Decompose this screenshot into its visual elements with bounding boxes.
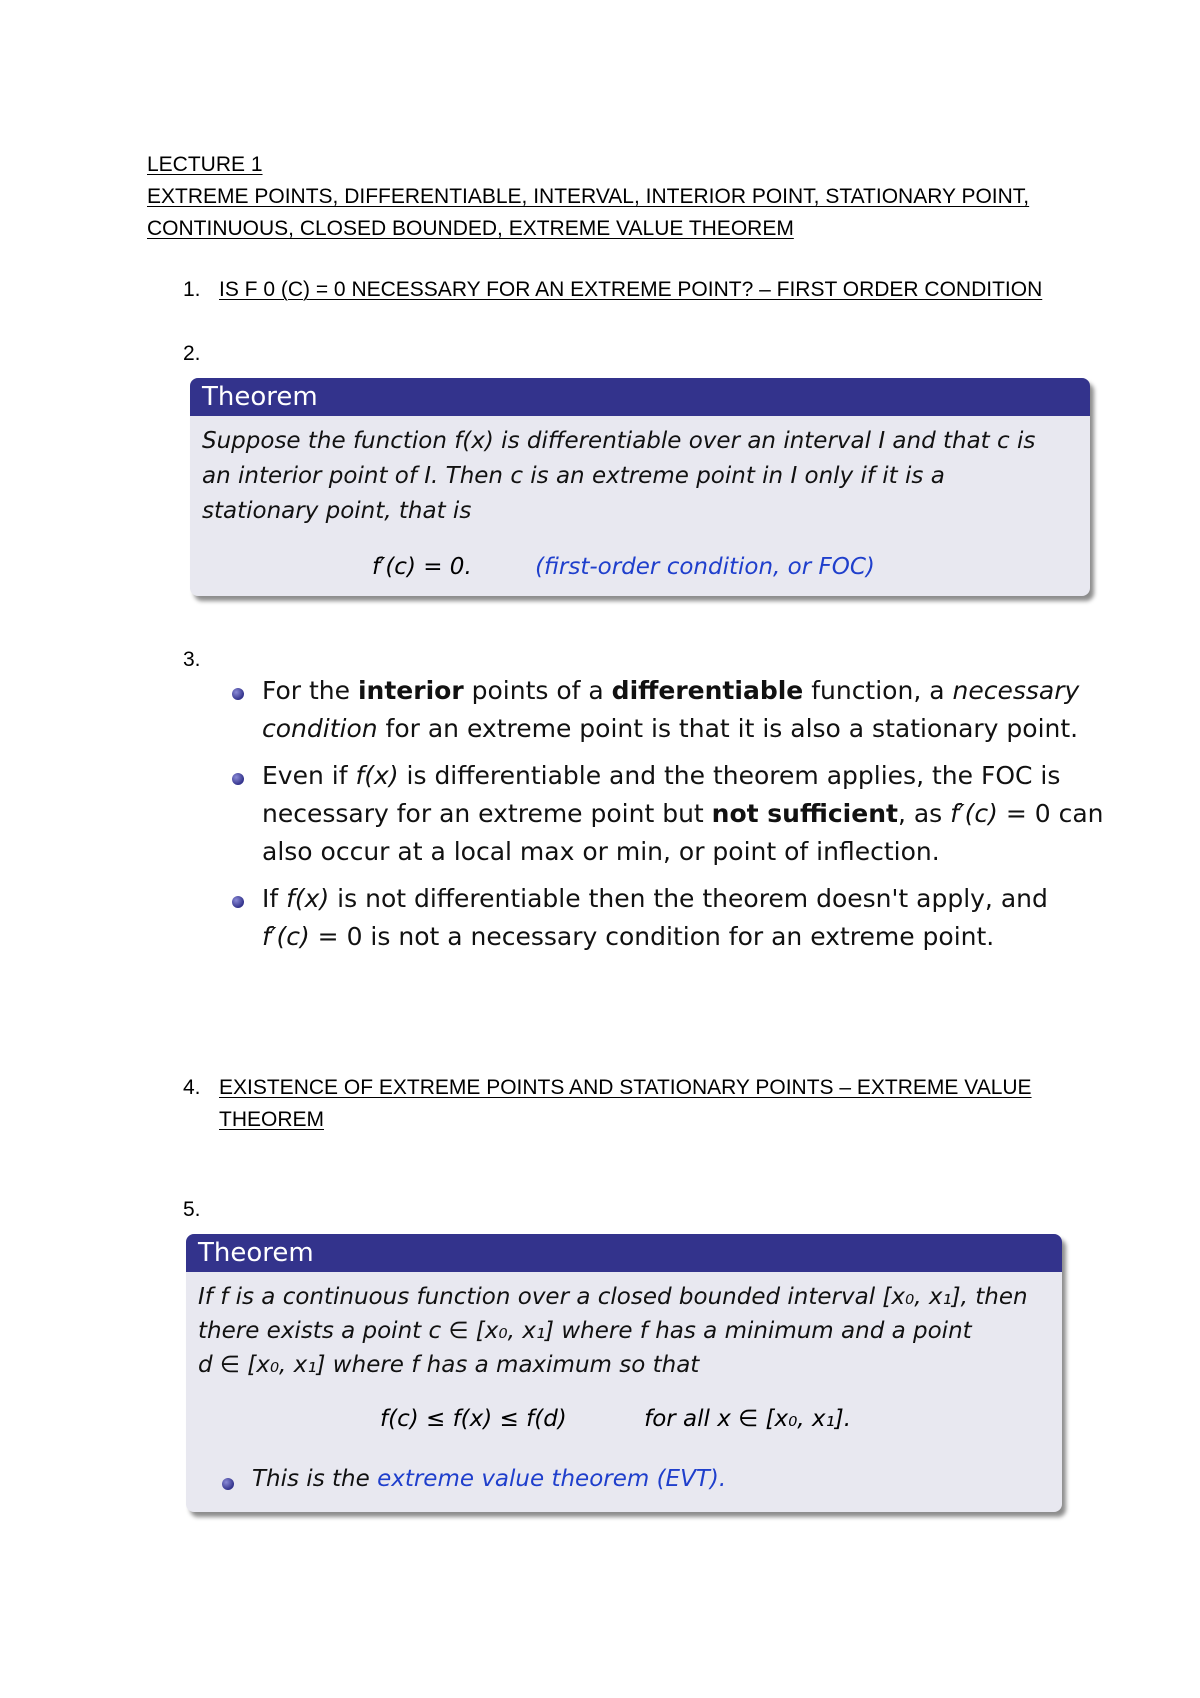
theorem-title: Theorem <box>186 1234 1062 1272</box>
theorem-text-line: there exists a point c ∈ [x₀, x₁] where f has a minimum and a point <box>198 1318 972 1344</box>
section-1-number: 1. <box>183 278 201 301</box>
section-4-number: 4. <box>183 1076 201 1099</box>
section-1-heading <box>183 274 1063 306</box>
bullet-icon <box>232 773 244 785</box>
theorem-box-foc <box>190 378 1090 596</box>
evt-bullet: This is the extreme value theorem (EVT). <box>222 1466 726 1492</box>
item-3-number: 3. <box>183 648 201 671</box>
theorem-text-line: stationary point, that is <box>202 498 472 524</box>
foc-equation: f′(c) = 0. (first-order condition, or FOC) <box>372 554 875 580</box>
theorem-title: Theorem <box>190 378 1090 416</box>
keywords-line-1: EXTREME POINTS, DIFFERENTIABLE, INTERVAL, INTERIOR POINT, STATIONARY POINT, <box>147 185 1030 208</box>
evt-name: extreme value theorem (EVT) <box>377 1466 719 1492</box>
list-item: If f(x) is not differentiable then the theorem doesn't apply, and f′(c) = 0 is not a necessary condition for an extreme point. <box>232 880 1132 956</box>
evt-equation: f(c) ≤ f(x) ≤ f(d) for all x ∈ [x₀, x₁]. <box>380 1406 852 1432</box>
evt-equation-note: for all x ∈ [x₀, x₁]. <box>644 1406 852 1432</box>
lecture-header <box>147 149 1087 245</box>
lecture-title: LECTURE 1 <box>147 153 263 176</box>
bullet-icon <box>232 896 244 908</box>
foc-label: (first-order condition, or FOC) <box>535 554 875 580</box>
item-5-number: 5. <box>183 1198 201 1221</box>
theorem-text-line: Suppose the function f(x) is differentiable over an interval I and that c is <box>202 428 1036 454</box>
section-4-heading <box>183 1072 1063 1136</box>
item-2-number: 2. <box>183 342 201 365</box>
section-1-title: IS F 0 (C) = 0 NECESSARY FOR AN EXTREME POINT? – FIRST ORDER CONDITION <box>219 278 1043 301</box>
list-item: Even if f(x) is differentiable and the theorem applies, the FOC is necessary for an extreme point but not sufficient, as f′(c) = 0 can also occur at a local max or min, or point of inflection. <box>232 757 1132 871</box>
list-item: For the interior points of a differentiable function, a necessary condition for an extreme point is that it is also a stationary point. <box>232 672 1132 748</box>
theorem-text-line: d ∈ [x₀, x₁] where f has a maximum so that <box>198 1352 700 1378</box>
section-4-title-line-2: THEOREM <box>219 1108 324 1131</box>
theorem-text-line: If f is a continuous function over a closed bounded interval [x₀, x₁], then <box>198 1284 1028 1310</box>
keywords-line-2: CONTINUOUS, CLOSED BOUNDED, EXTREME VALUE THEOREM <box>147 217 794 240</box>
section-4-title-line-1: EXISTENCE OF EXTREME POINTS AND STATIONARY POINTS – EXTREME VALUE <box>219 1076 1032 1099</box>
theorem-text-line: an interior point of I. Then c is an extreme point in I only if it is a <box>202 463 945 489</box>
bullet-icon <box>232 688 244 700</box>
foc-bullet-list <box>232 672 1132 965</box>
bullet-icon <box>222 1478 234 1490</box>
